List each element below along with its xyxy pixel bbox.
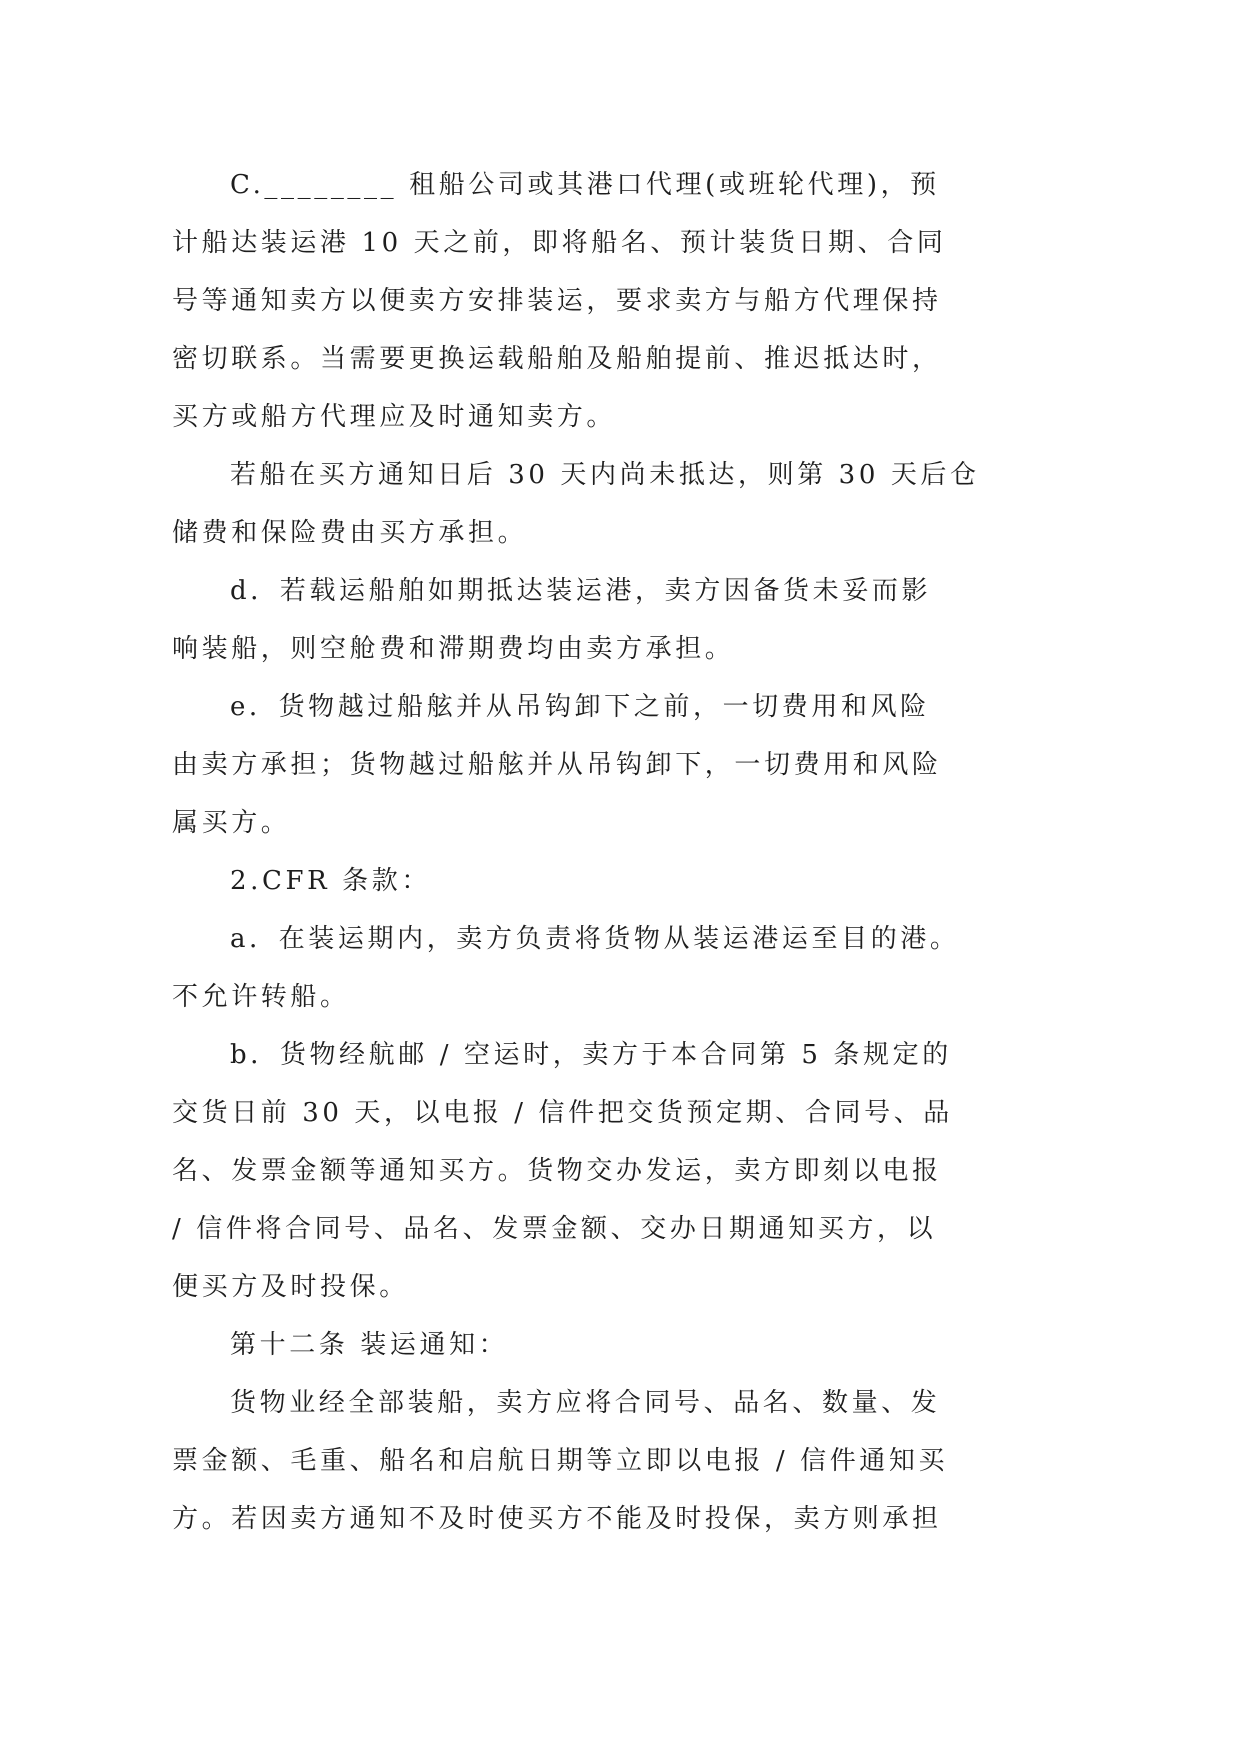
text-line: 储费和保险费由买方承担。 xyxy=(172,518,528,548)
text-line: 2.CFR 条款： xyxy=(230,866,431,896)
section-heading-cfr xyxy=(172,852,962,910)
text-line: 买方或船方代理应及时通知卖方。 xyxy=(172,402,617,432)
text-line: 便买方及时投保。 xyxy=(172,1272,409,1302)
text-line: 响装船，则空舱费和滞期费均由卖方承担。 xyxy=(172,634,735,664)
text-line: 属买方。 xyxy=(172,808,291,838)
text-line: e．货物越过船舷并从吊钩卸下之前，一切费用和风险 xyxy=(230,692,930,722)
text-line: a．在装运期内，卖方负责将货物从装运港运至目的港。 xyxy=(230,924,960,954)
document-body xyxy=(172,156,980,1548)
paragraph-cfr-b xyxy=(172,1026,962,1316)
text-line: 密切联系。当需要更换运载船舶及船舶提前、推迟抵达时， xyxy=(172,344,942,374)
text-line: C.________ 租船公司或其港口代理(或班轮代理)，预 xyxy=(230,170,940,200)
text-line: 计船达装运港 10 天之前，即将船名、预计装货日期、合同 xyxy=(172,228,947,258)
text-line: 货物业经全部装船，卖方应将合同号、品名、数量、发 xyxy=(230,1388,941,1418)
paragraph-clause-e xyxy=(172,678,962,852)
text-line: 方。若因卖方通知不及时使买方不能及时投保，卖方则承担 xyxy=(172,1504,942,1534)
text-line: / 信件将合同号、品名、发票金额、交办日期通知买方，以 xyxy=(172,1214,937,1244)
text-line: 名、发票金额等通知买方。货物交办发运，卖方即刻以电报 xyxy=(172,1156,942,1186)
text-line: 票金额、毛重、船名和启航日期等立即以电报 / 信件通知买 xyxy=(172,1446,949,1476)
text-line: b．货物经航邮 / 空运时，卖方于本合同第 5 条规定的 xyxy=(230,1040,952,1070)
text-line: 不允许转船。 xyxy=(172,982,350,1012)
paragraph-cfr-a xyxy=(172,910,962,1026)
text-line: 号等通知卖方以便卖方安排装运，要求卖方与船方代理保持 xyxy=(172,286,942,316)
text-line: 第十二条 装运通知： xyxy=(230,1330,509,1360)
article-heading-12 xyxy=(172,1316,962,1374)
text-line: 若船在买方通知日后 30 天内尚未抵达，则第 30 天后仓 xyxy=(230,460,980,490)
paragraph-shipping-notice xyxy=(172,1374,962,1548)
text-line: 交货日前 30 天，以电报 / 信件把交货预定期、合同号、品 xyxy=(172,1098,953,1128)
paragraph-delay-costs xyxy=(172,446,980,562)
text-line: 由卖方承担；货物越过船舷并从吊钩卸下，一切费用和风险 xyxy=(172,750,942,780)
text-line: d．若载运船舶如期抵达装运港，卖方因备货未妥而影 xyxy=(230,576,932,606)
paragraph-clause-c xyxy=(172,156,962,446)
paragraph-clause-d xyxy=(172,562,962,678)
